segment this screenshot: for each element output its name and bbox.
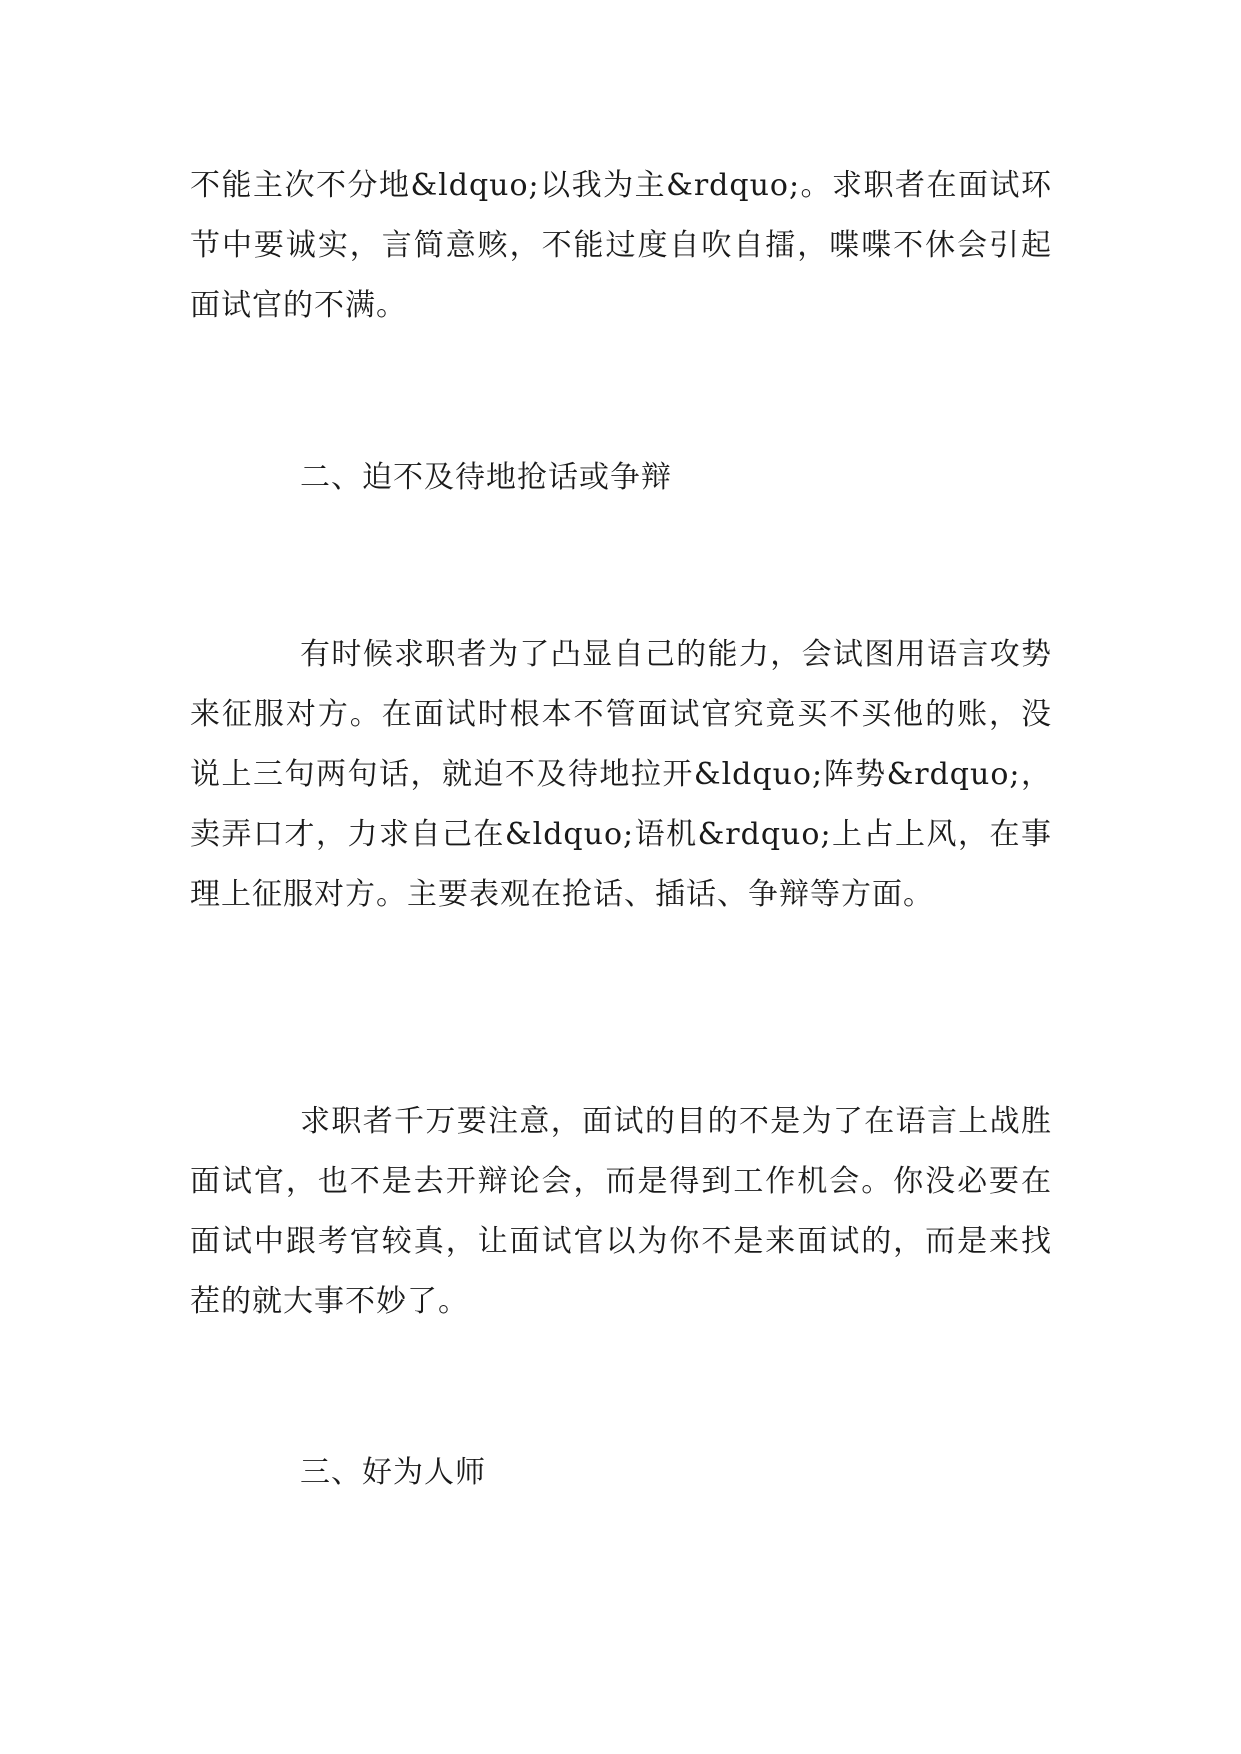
section-heading-two: 二、迫不及待地抢话或争辩	[300, 460, 672, 495]
paragraph-continued: 不能主次不分地&ldquo;以我为主&rdquo;。求职者在面试环节中要诚实，言简意赅，不能过度自吹自擂，喋喋不休会引起面试官的不满。	[190, 168, 1052, 323]
paragraph-section-two-first: 有时候求职者为了凸显自己的能力，会试图用语言攻势来征服对方。在面试时根本不管面试官究竟买不买他的账，没说上三句两句话，就迫不及待地拉开&ldquo;阵势&rdquo;，卖弄口才，力求自己在&ldquo;语机&rdquo;上占上风，在事理上征服对方。主要表观在抢话、插话、争辩等方面。	[190, 637, 1052, 912]
section-heading-three: 三、好为人师	[300, 1455, 486, 1490]
paragraph-section-two-second: 求职者千万要注意，面试的目的不是为了在语言上战胜面试官，也不是去开辩论会，而是得到工作机会。你没必要在面试中跟考官较真，让面试官以为你不是来面试的，而是来找茬的就大事不妙了。	[190, 1104, 1052, 1319]
